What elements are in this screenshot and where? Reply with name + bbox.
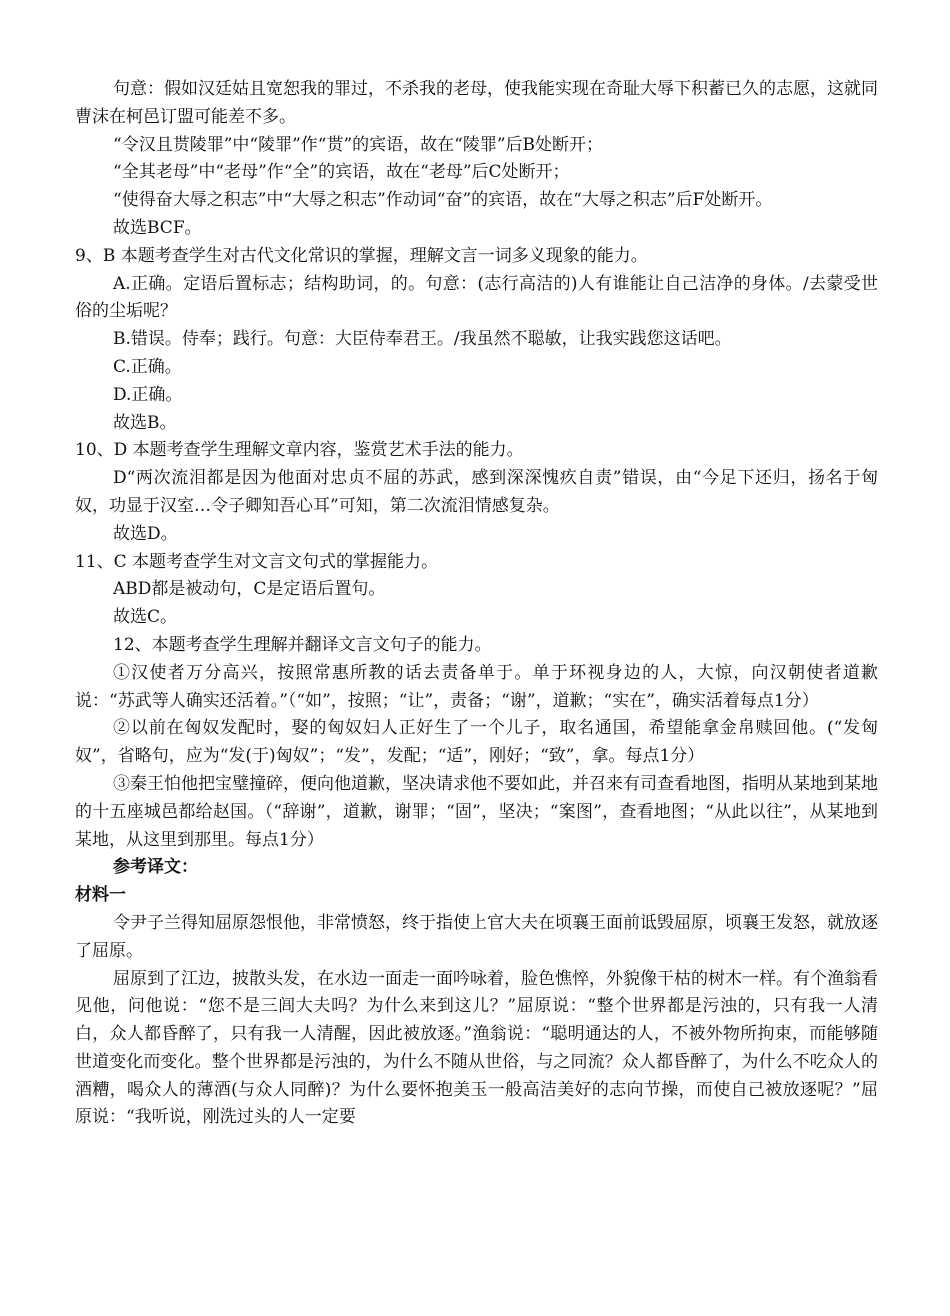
question-heading-9: 9、B 本题考查学生对古代文化常识的掌握，理解文言一词多义现象的能力。 (75, 245, 648, 266)
paragraph: 句意：假如汉廷姑且宽恕我的罪过，不杀我的老母，使我能实现在奇耻大辱下积蓄已久的志愿，这就同曹沫在柯邑订盟可能差不多。 (75, 79, 878, 127)
paragraph: 故选C。 (113, 607, 178, 628)
paragraph: “全其老母”中“老母”作“全”的宾语，故在“老母”后C处断开； (113, 162, 570, 183)
translation-item-3: ③秦王怕他把宝璧撞碎，便向他道歉，坚决请求他不要如此，并召来有司查看地图，指明从某地到某地的十五座城邑都给赵国。（“辞谢”，道歉，谢罪；“固”，坚决；“案图”，查看地图；“从此以往”，从某地到某地，从这里到那里。每点1分） (75, 773, 878, 850)
translation-item-2: ②以前在匈奴发配时，娶的匈奴妇人正好生了一个儿子，取名通国，希望能拿金帛赎回他。(“发匈奴”，省略句，应为“发(于)匈奴”；“发”，发配；“适”，刚好；“致”，拿。每点1分） (75, 718, 878, 767)
paragraph: 故选BCF。 (113, 217, 202, 238)
question-heading-10: 10、D 本题考查学生理解文章内容，鉴赏艺术手法的能力。 (75, 440, 524, 461)
paragraph: D.正确。 (113, 384, 183, 405)
paragraph: ABD都是被动句，C是定语后置句。 (113, 579, 386, 600)
translation-item-1: ①汉使者万分高兴，按照常惠所教的话去责备单于。单于环视身边的人，大惊，向汉朝使者道歉说：“苏武等人确实还活着。”（“如”，按照；“让”，责备；“谢”，道歉；“实在”，确实活着每点1分） (75, 662, 878, 711)
paragraph: 令尹子兰得知屈原怨恨他，非常愤怒，终于指使上官大夫在顷襄王面前诋毁屈原，顷襄王发怒，就放逐了屈原。 (75, 912, 878, 961)
paragraph: 屈原到了江边，披散头发，在水边一面走一面吟咏着，脸色憔悴，外貌像干枯的树木一样。有个渔翁看见他，问他说：“您不是三闾大夫吗？为什么来到这儿？”屈原说：“整个世界都是污浊的，只有我一人清白，众人都昏醉了，只有我一人清醒，因此被放逐。”渔翁说：“聪明通达的人，不被外物所拘束，而能够随世道变化而变化。整个世界都是污浊的，为什么不随从世俗，与之同流？众人都昏醉了，为什么不吃众人的酒糟，喝众人的薄酒(与众人同醉)？为什么要怀抱美玉一般高洁美好的志向节操，而使自己被放逐呢？”屈原说：“我听说，刚洗过头的人一定要 (75, 968, 878, 1128)
paragraph: “使得奋大辱之积志”中“大辱之积志”作动词“奋”的宾语，故在“大辱之积志”后F处断开。 (113, 190, 773, 211)
paragraph: D“两次流泪都是因为他面对忠贞不屈的苏武，感到深深愧疚自责”错误，由“今足下还归，扬名于匈奴，功显于汉室…令子卿知吾心耳”可知，第二次流泪情感复杂。 (75, 468, 878, 516)
section-heading-material-1: 材料一 (75, 885, 126, 906)
paragraph: A.正确。定语后置标志；结构助词，的。句意：(志行高洁的)人有谁能让自己洁净的身体。/去蒙受世俗的尘垢呢？ (75, 273, 878, 322)
question-heading-12: 12、本题考查学生理解并翻译文言文句子的能力。 (113, 634, 492, 655)
paragraph: 故选B。 (113, 412, 177, 433)
paragraph: “令汉且贳陵罪”中“陵罪”作“贳”的宾语，故在“陵罪”后B处断开； (113, 134, 604, 155)
paragraph: C.正确。 (113, 356, 182, 377)
question-heading-11: 11、C 本题考查学生对文言文句式的掌握能力。 (75, 551, 439, 572)
section-heading-reference-translation: 参考译文： (113, 857, 198, 878)
paragraph: 故选D。 (113, 523, 178, 544)
paragraph: B.错误。侍奉；践行。句意：大臣侍奉君王。/我虽然不聪敏，让我实践您这话吧。 (113, 329, 732, 350)
